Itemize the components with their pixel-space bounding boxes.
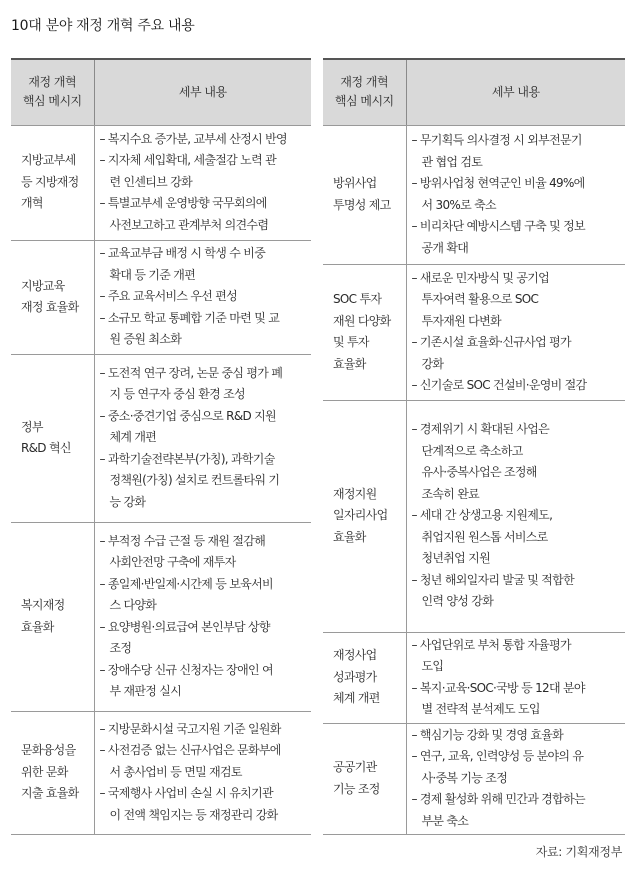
table-row: [323, 632, 625, 723]
detail-list: [412, 268, 623, 397]
detail-line: 도입: [421, 659, 444, 673]
key-message-line: 개혁: [21, 196, 43, 211]
detail-line: 조정: [109, 641, 132, 655]
detail-list: [100, 129, 309, 237]
key-message-line: 체계 개편: [333, 691, 380, 706]
detail-line: 강화: [421, 356, 444, 371]
detail-line: – 지자체 세입확대, 세출절감 노력 관: [99, 153, 276, 168]
key-message-line: 문화융성을: [21, 743, 76, 758]
key-message-line: 효율화: [21, 619, 54, 634]
detail-line: 청년취업 지원: [421, 551, 490, 566]
detail-line: 투자여력 활용으로 SOC: [421, 292, 539, 306]
key-message-line: 지출 효율화: [21, 786, 79, 801]
key-message-line: 재원 다양화: [333, 313, 391, 328]
detail-item: [100, 740, 309, 783]
header-key-line: 핵심 메시지: [334, 94, 394, 109]
detail-line: 지 등 연구자 중심 환경 조성: [109, 387, 245, 402]
header-key-message: [11, 59, 94, 125]
detail-line: 단계적으로 축소하고: [421, 443, 523, 458]
key-message-line: 재정사업: [333, 648, 377, 663]
header-key-line: 재정 개혁: [340, 75, 389, 90]
key-message-line: 공공기관: [333, 760, 377, 774]
detail-item: [100, 243, 309, 286]
table-row: [11, 240, 311, 354]
key-message-cell: [11, 240, 94, 354]
detail-line: – 복지수요 증가분, 교부세 산정시 반영: [99, 131, 287, 146]
detail-item: [412, 130, 623, 173]
detail-line: – 주요 교육서비스 우선 편성: [99, 289, 238, 304]
detail-line: – 지방문화시설 국고지원 기준 일원화: [99, 721, 281, 736]
detail-line: – 사업단위로 부처 통합 자율평가: [411, 637, 571, 652]
detail-line: – 신기술로 SOC 건설비·운영비 절감: [411, 378, 587, 392]
table-header-row: [11, 59, 311, 125]
key-message-cell: [323, 400, 406, 632]
detail-line: 확대 등 기준 개편: [109, 267, 196, 282]
reform-table-left: [11, 58, 311, 835]
key-message-cell: [11, 711, 94, 834]
detail-list: [100, 363, 309, 514]
detail-line: – 세대 간 상생고용 지원제도,: [411, 508, 553, 523]
detail-line: – 핵심기능 강화 및 경영 효율화: [411, 727, 564, 742]
detail-line: 련 인센티브 강화: [109, 174, 192, 189]
detail-line: – 도전적 연구 장려, 논문 중심 평가 폐: [99, 365, 283, 380]
detail-list: [100, 719, 309, 827]
source-note: 자료: 기획재정부: [535, 845, 622, 859]
key-message-line: SOC 투자: [333, 292, 382, 306]
key-message-line: R&D 혁신: [21, 441, 71, 455]
detail-item: [412, 746, 623, 789]
detail-item: [100, 574, 309, 617]
detail-cell: [94, 522, 311, 711]
detail-line: – 기존시설 효율화·신규사업 평가: [411, 335, 571, 349]
key-message-line: 정부: [21, 419, 43, 434]
key-message-line: 지방교부세: [21, 153, 76, 168]
detail-item: [412, 789, 623, 832]
key-message-line: 위한 문화: [21, 764, 68, 779]
key-message-cell: [323, 723, 406, 834]
detail-item: [100, 449, 309, 514]
key-message-cell: [323, 264, 406, 400]
detail-line: 조속히 완료: [421, 486, 480, 501]
key-message-line: 재정 효율화: [21, 300, 79, 314]
reform-table-right: [323, 58, 625, 835]
table-row: [11, 711, 311, 834]
detail-line: – 무기획득 의사결정 시 외부전문기: [411, 133, 582, 147]
key-message-line: 효율화: [333, 356, 366, 371]
detail-item: [100, 129, 309, 151]
detail-line: 능 강화: [109, 494, 146, 509]
key-message-line: 등 지방재정: [21, 174, 79, 189]
detail-line: 사회안전망 구축에 재투자: [109, 555, 236, 569]
detail-line: 인력 양성 강화: [421, 594, 494, 609]
detail-line: – 장애수당 신규 신청자는 장애인 여: [99, 662, 273, 677]
detail-cell: [406, 632, 625, 723]
detail-line: 관 협업 검토: [421, 154, 483, 169]
header-key-message: [323, 59, 406, 125]
detail-line: 공개 확대: [421, 240, 469, 255]
detail-item: [412, 268, 623, 333]
detail-line: – 사전검증 없는 신규사업은 문화부에: [99, 743, 281, 758]
key-message-line: 일자리사업: [333, 508, 388, 523]
key-message-cell: [323, 125, 406, 264]
key-message-line: 지방교육: [21, 278, 65, 293]
detail-line: – 새로운 민자방식 및 공기업: [411, 270, 550, 285]
key-message-cell: [11, 125, 94, 240]
header-key-line: 재정 개혁: [28, 75, 77, 90]
detail-item: [100, 193, 309, 236]
detail-line: – 과학기술전략본부(가칭), 과학기술: [99, 451, 275, 466]
table-header-row: [323, 59, 625, 125]
reform-table: [323, 58, 625, 835]
detail-line: – 부적정 수급 근절 등 재원 절감해: [99, 533, 266, 548]
detail-item: [100, 363, 309, 406]
detail-line: 정책원(가칭) 설치로 컨트롤타워 기: [109, 473, 280, 488]
detail-line: – 국제행사 사업비 손실 시 유치기관: [99, 786, 273, 801]
detail-item: [100, 531, 309, 574]
key-message-line: 방위사업: [333, 176, 377, 190]
detail-item: [100, 308, 309, 351]
detail-item: [412, 635, 623, 678]
header-detail: 세부 내용: [94, 59, 311, 125]
detail-item: [100, 660, 309, 703]
detail-cell: [94, 240, 311, 354]
detail-line: 별 전략적 분석제도 도입: [421, 702, 540, 716]
detail-line: – 중소·중견기업 중심으로 R&D 지원: [99, 408, 276, 423]
detail-cell: [406, 125, 625, 264]
table-row: [323, 723, 625, 834]
detail-item: [412, 419, 623, 505]
key-message-line: 성과평가: [333, 669, 377, 684]
table-row: [11, 522, 311, 711]
detail-line: – 교육교부금 배정 시 학생 수 비중: [99, 246, 266, 261]
detail-line: 투자재원 다변화: [421, 313, 501, 328]
detail-line: 이 전액 책임지는 등 재정관리 강화: [109, 807, 278, 822]
detail-line: – 방위사업청 현역군인 비율 49%에: [411, 176, 585, 190]
detail-line: – 요양병원·의료급여 본인부담 상향: [99, 619, 270, 634]
header-key-line: 핵심 메시지: [22, 94, 82, 109]
table-row: [323, 264, 625, 400]
detail-list: [412, 725, 623, 833]
key-message-line: 효율화: [333, 529, 366, 544]
detail-line: – 경제위기 시 확대된 사업은: [411, 422, 550, 437]
detail-item: [100, 719, 309, 741]
detail-cell: [406, 723, 625, 834]
table-title: 10대 분야 재정 개혁 주요 내용: [11, 18, 195, 34]
detail-line: 취업지원 원스톱 서비스로: [421, 529, 548, 544]
key-message-line: 복지재정: [21, 598, 65, 612]
detail-cell: [94, 125, 311, 240]
key-message-cell: [11, 354, 94, 522]
detail-line: 체계 개편: [109, 430, 157, 445]
detail-item: [412, 332, 623, 375]
detail-item: [100, 406, 309, 449]
detail-cell: [406, 400, 625, 632]
key-message-line: 투명성 제고: [333, 197, 391, 212]
detail-list: [412, 130, 623, 259]
detail-line: 부 재판정 실시: [109, 684, 182, 698]
detail-line: – 복지·교육·SOC·국방 등 12대 분야: [411, 680, 585, 695]
detail-line: – 소규모 학교 통폐합 기준 마련 및 교: [99, 310, 280, 325]
reform-table: [11, 58, 311, 835]
header-detail: 세부 내용: [406, 59, 625, 125]
detail-item: [100, 150, 309, 193]
detail-line: – 비리차단 예방시스템 구축 및 정보: [411, 219, 585, 233]
detail-item: [412, 173, 623, 216]
detail-cell: [94, 354, 311, 522]
detail-item: [100, 783, 309, 826]
detail-item: [100, 617, 309, 660]
key-message-cell: [11, 522, 94, 711]
detail-item: [412, 570, 623, 613]
detail-cell: [94, 711, 311, 834]
detail-line: – 연구, 교육, 인력양성 등 분야의 유: [411, 749, 584, 764]
key-message-line: 기능 조정: [333, 781, 380, 796]
detail-line: 사·중복 기능 조정: [421, 770, 508, 785]
detail-line: 서 30%로 축소: [421, 197, 496, 212]
detail-line: – 경제 활성화 위해 민간과 경합하는: [411, 792, 585, 807]
detail-line: 스 다양화: [109, 598, 157, 612]
detail-item: [412, 678, 623, 721]
detail-line: 서 총사업비 등 면밀 재검토: [109, 764, 242, 779]
key-message-line: 재정지원: [333, 486, 377, 501]
detail-list: [412, 419, 623, 613]
detail-line: – 청년 해외일자리 발굴 및 적합한: [411, 572, 574, 587]
detail-line: 유사·중복사업은 조정해: [421, 465, 537, 480]
table-row: [323, 125, 625, 264]
detail-list: [412, 635, 623, 721]
detail-line: – 특별교부세 운영방향 국무회의에: [99, 196, 267, 211]
table-row: [11, 354, 311, 522]
detail-line: 부분 축소: [421, 813, 469, 828]
detail-item: [100, 286, 309, 308]
table-row: [11, 125, 311, 240]
detail-cell: [406, 264, 625, 400]
detail-item: [412, 505, 623, 570]
detail-item: [412, 725, 623, 747]
key-message-line: 및 투자: [333, 335, 369, 349]
detail-list: [100, 243, 309, 351]
key-message-cell: [323, 632, 406, 723]
detail-line: 사전보고하고 관계부처 의견수렴: [109, 217, 269, 232]
detail-line: 원 증원 최소화: [109, 332, 182, 347]
detail-item: [412, 216, 623, 259]
detail-list: [100, 531, 309, 703]
detail-item: [412, 375, 623, 397]
detail-line: – 종일제·반일제·시간제 등 보육서비: [99, 576, 273, 591]
table-row: [323, 400, 625, 632]
